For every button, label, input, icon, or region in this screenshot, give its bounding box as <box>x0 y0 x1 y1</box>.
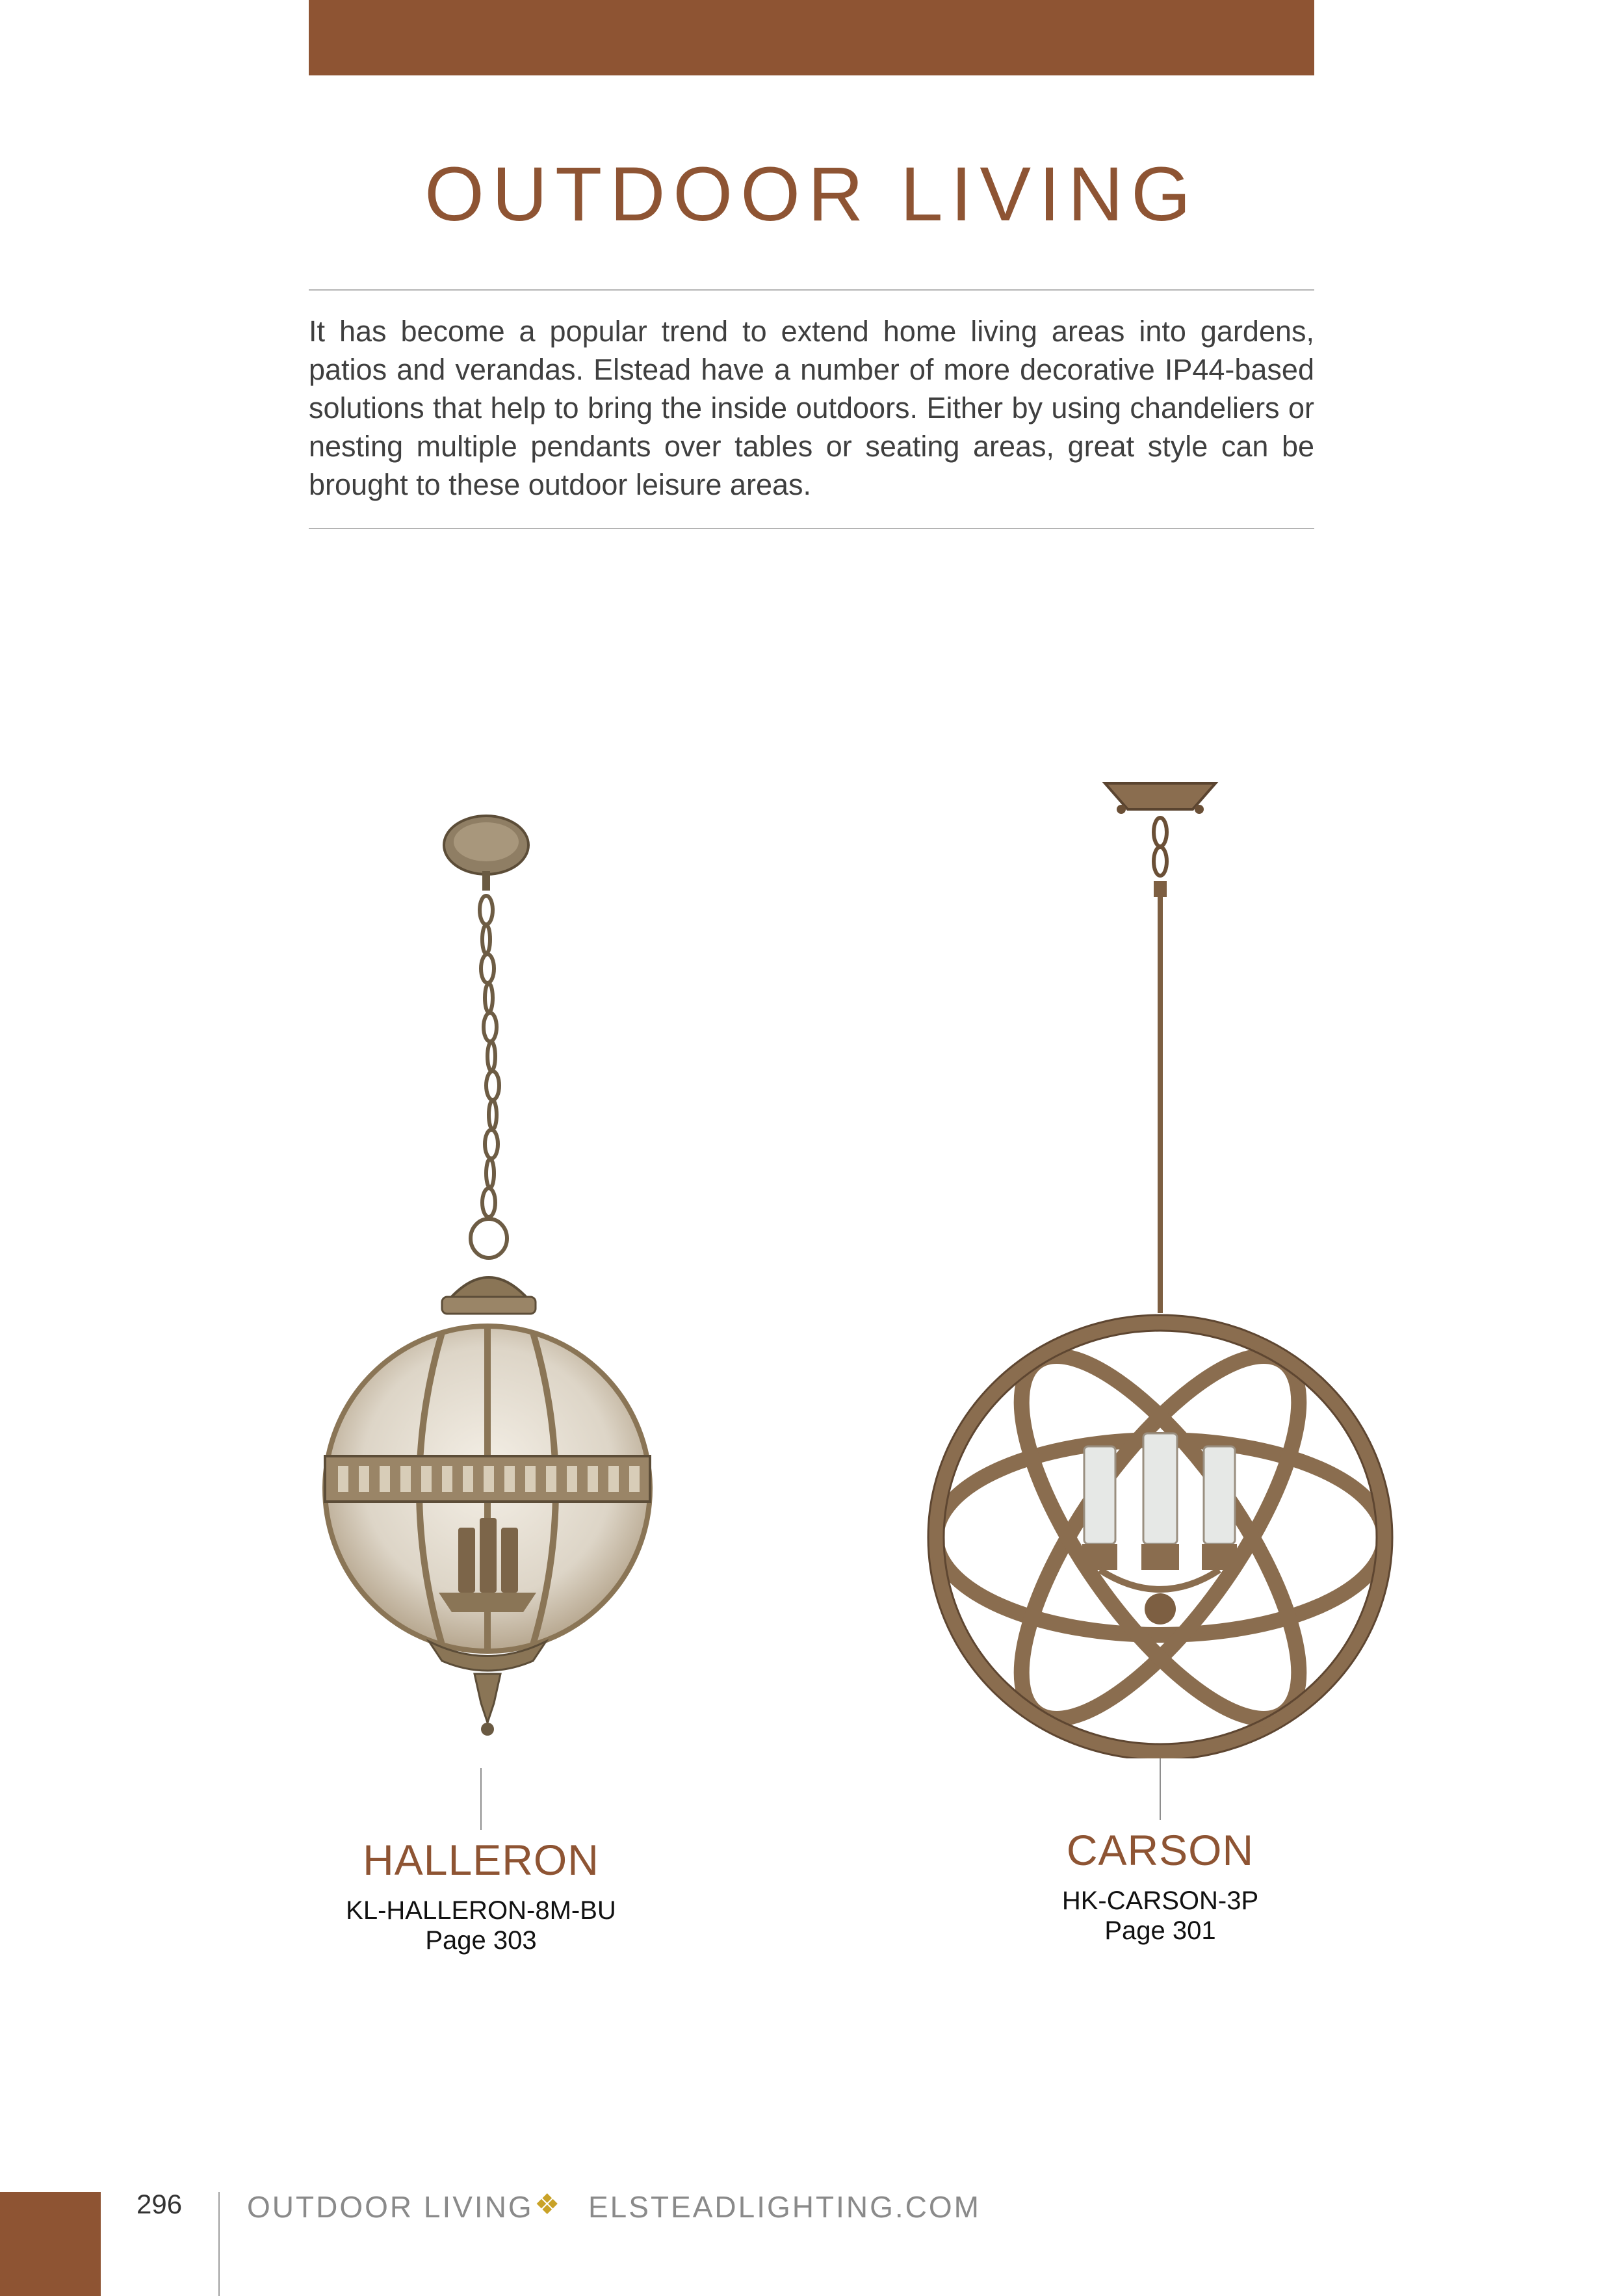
product-code-carson: HK-CARSON-3P <box>1061 1886 1259 1915</box>
product-name-carson: CARSON <box>1066 1826 1254 1874</box>
footer-page-number: 296 <box>136 2189 183 2219</box>
footer-website[interactable]: ELSTEADLIGHTING.COM <box>588 2190 981 2224</box>
intro-top-rule <box>309 289 1314 291</box>
product-halleron <box>283 806 679 1955</box>
product-page-halleron: Page 303 <box>425 1925 537 1955</box>
product-carson <box>926 770 1394 1946</box>
intro-bottom-rule <box>309 528 1314 529</box>
product-page-carson: Page 301 <box>1104 1916 1216 1945</box>
footer-diamond-icon: ❖ <box>534 2189 560 2221</box>
footer-section-label: OUTDOOR LIVING <box>247 2190 534 2224</box>
intro-paragraph: It has become a popular trend to extend home living areas into gardens, patios and verandas. Elstead have a number of more decorative IP44-based solutions that help to bring the inside outdoors. Either by using chandeliers or nesting multiple pendants over tables or seating areas, great style can be brought to these outdoor leisure areas. <box>309 315 1314 501</box>
product-name-halleron: HALLERON <box>363 1836 599 1884</box>
product-code-halleron: KL-HALLERON-8M-BU <box>346 1896 616 1925</box>
halleron-lantern-image <box>299 806 663 1768</box>
halleron-callout-line <box>480 1768 482 1830</box>
page-title: OUTDOOR LIVING <box>424 151 1199 237</box>
footer-divider <box>218 2192 220 2296</box>
carson-callout-line <box>1160 1758 1161 1820</box>
footer-color-block <box>0 2192 101 2296</box>
top-color-band <box>309 0 1314 75</box>
carson-orb-pendant-image <box>926 770 1394 1758</box>
